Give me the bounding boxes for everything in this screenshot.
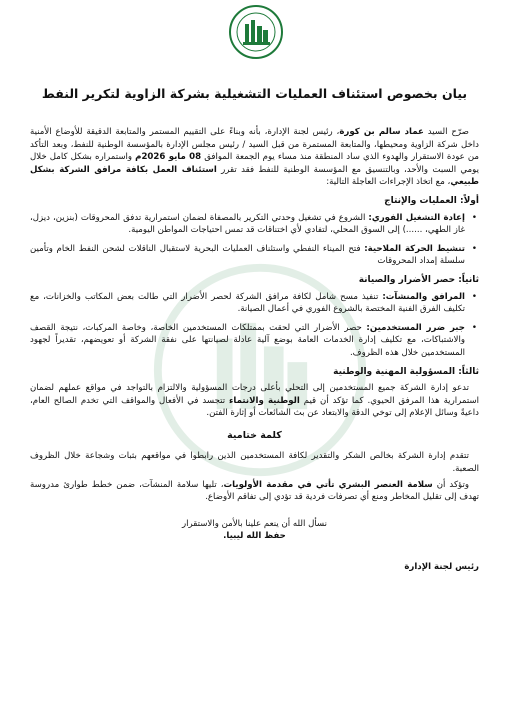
statement-body xyxy=(30,126,479,574)
bullet-icon: • xyxy=(471,291,477,302)
bullet-icon: • xyxy=(471,322,477,333)
item-text: فتح الميناء النفطي واستئناف العمليات البحرية لاستقبال الناقلات لشحن النفط الخام وتأمين سلسلة إمداد المحروقات xyxy=(30,243,465,267)
item-label: تنشيط الحركة الملاحية: xyxy=(364,243,465,254)
intro-text: ، مع اتخاذ الإجراءات العاجلة التالية: xyxy=(326,177,451,188)
emphasis-text: الوطنية والانتماء xyxy=(229,395,300,406)
list-item xyxy=(30,212,477,237)
decision-text: استئناف العمل بكافة مرافق الشركة بشكل طبيعي xyxy=(30,164,479,188)
paragraph-text: ، تليها سلامة المنشآت، ضمن خطط طوارئ مدروسة تهدف إلى تقليل المخاطر ومنع أي تصرفات فردية قد تؤدي إلى تفاقم الأوضاع. xyxy=(30,479,479,503)
closing-heading: كلمة ختامية xyxy=(227,429,282,441)
intro-text: ، رئيس لجنة الإدارة، بأنه وبناءً على التقييم المستمر والمتابعة الدقيقة للأوضاع الأمنية داخل شركة الزاوية ومحيطها، والمتابعة المستمرة من قبل السيد / رئيس مجلس الإدارة بالمؤسسة الوطنية للنفط، وبعد التأكد من عودة الاستقرار والهدوء الذي ساد المنطقة منذ مساء يوم الجمعة الموافق xyxy=(30,127,479,163)
signature: رئيس لجنة الإدارة xyxy=(404,562,479,573)
section-heading: ثانياً: حصر الأضرار والصيانة xyxy=(358,274,479,285)
statement-title: بيان بخصوص استئناف العمليات التشغيلية بشركة الزاوية لتكرير النفط xyxy=(41,86,468,101)
emphasis-text: سلامة العنصر البشري تأتي في مقدمة الأولويات xyxy=(223,479,433,490)
item-text: تنفيذ مسح شامل لكافة مرافق الشركة لحصر الأضرار التي طالت بعض المكاتب والخزانات، مع تكليف الفرق الفنية المختصة بالشروع الفوري في أعمال الصيانة. xyxy=(30,291,465,315)
company-logo-icon xyxy=(228,4,284,60)
paragraph-text: تدعو إدارة الشركة جميع المستخدمين إلى التحلي بأعلى درجات المسؤولية والالتزام بالتواجد في مواقع عملهم لضمان استمرارية هذا المرفق الحيوي. كما تؤكد أن قيم xyxy=(30,383,480,406)
section-heading: ثالثاً: المسؤولية المهنية والوطنية xyxy=(333,366,479,377)
closing-paragraph: تتقدم إدارة الشركة بخالص الشكر والتقدير لكافة المستخدمين الذين رابطوا في مواقعهم بثبات وشجاعة خلال الظروف الصعبة. xyxy=(30,451,479,475)
section-list xyxy=(30,212,479,268)
closing-paragraph xyxy=(30,479,479,504)
intro-paragraph xyxy=(30,126,479,189)
closing-prayer xyxy=(30,518,479,543)
item-label: المرافق والمنشآت: xyxy=(382,291,465,302)
spokesperson-name: عماد سالم بن كورة xyxy=(339,127,424,137)
blessing-text: حفظ الله ليبيا. xyxy=(223,531,286,542)
intro-text: صرّح السيد xyxy=(427,127,469,137)
list-item xyxy=(30,243,477,268)
item-text: الشروع في تشغيل وحدتي التكرير بالمصفاة لضمان استمرارية تدفق المحروقات (بنزين، ديزل، غاز الطهي، ......) إلى السوق المحلي، لتفادي لأي اختناقات قد تمس احتياجات المواطن اليومية. xyxy=(30,212,465,236)
section-list xyxy=(30,291,479,360)
intro-text: واستمراره بشكل كامل خلال يومي السبت والأحد، وبالتنسيق مع المؤسسة الوطنية للنفط فقد تقرر xyxy=(30,152,479,175)
responsibility-paragraph xyxy=(30,382,479,420)
item-label: جبر ضرر المستخدمين: xyxy=(366,322,465,333)
section-heading: أولاً: العمليات والإنتاج xyxy=(384,195,479,206)
paragraph-text: وتؤكد أن xyxy=(436,479,470,490)
list-item xyxy=(30,291,477,316)
prayer-text: نسأل الله أن ينعم علينا بالأمن والاستقرار xyxy=(181,518,327,529)
bullet-icon: • xyxy=(471,243,477,254)
bullet-icon: • xyxy=(471,212,477,223)
statement-date: 08 مايو 2026م xyxy=(135,152,202,163)
item-label: إعادة التشغيل الفوري: xyxy=(368,212,465,223)
paragraph-text: تتجسد في الأفعال والمواقف التي تخدم الصالح العام، داعيةً وسائل الإعلام إلى توخي الدقة والابتعاد عن بث الشائعات أو إثارة الفتن. xyxy=(30,395,479,419)
item-text: حصر الأضرار التي لحقت بممتلكات المستخدمين الخاصة، وخاصة المركبات، نتيجة القصف والاشتباكات، مع تكليف إدارة الخدمات العامة بوضع آلية عادلة لصيانتها على نفقة الشركة أو تعويضهم، تقديراً لجهود المستخدمين خلال هذه الظروف. xyxy=(30,322,465,358)
list-item xyxy=(30,322,477,360)
